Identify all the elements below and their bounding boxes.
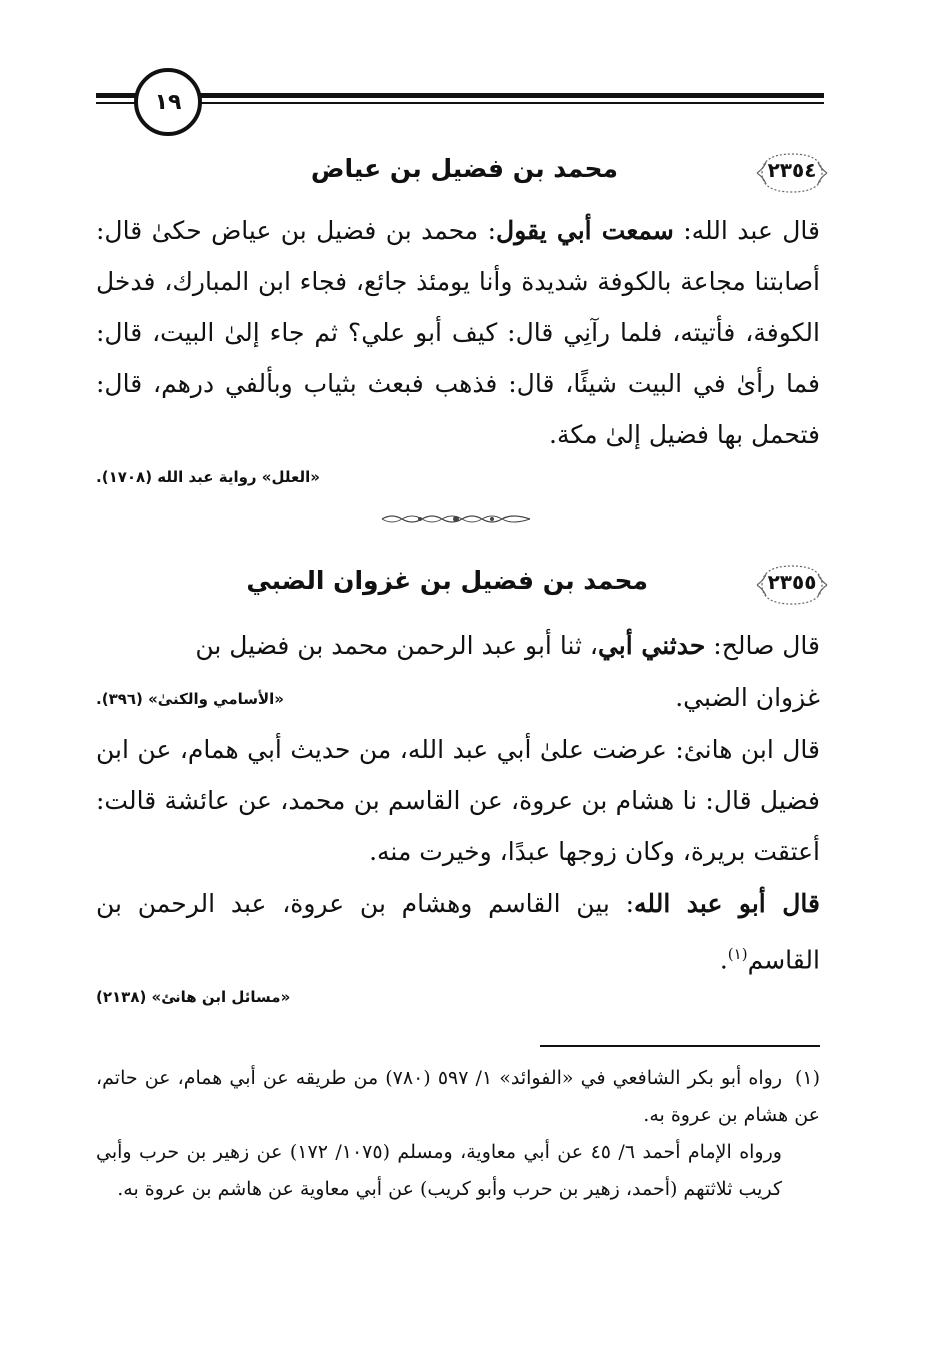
text-segment: قال عبد الله: [673,216,821,245]
entry-number-badge [756,560,828,610]
header-rule-thin [96,102,824,104]
text-segment: قال صالح: [705,631,820,660]
entry-title: محمد بن فضيل بن غزوان الضبي [246,566,648,595]
footnote-marker: (١) [794,1067,821,1089]
header-rule-thick [96,93,824,98]
footnote-reference[interactable]: (١) [727,945,748,963]
text-segment: : بين القاسم وهشام بن عروة، عبد الرحمن بن القاسم [96,889,820,975]
text-emphasis: سمعت أبي يقول [496,216,674,245]
footnote-separator [540,1045,820,1047]
text-segment: غزوان الضبي. [675,683,820,712]
section-divider-ornament-icon [380,512,532,526]
entry-text-paragraph-2: قال ابن هانئ: عرضت علىٰ أبي عبد الله، من حديث أبي همام، عن ابن فضيل قال: نا هشام بن عروة، عن القاسم بن محمد، عن عائشة قالت: أعتقت بريرة، وكان زوجها عبدًا، وخيرت منه. [96,735,820,866]
entry-text [96,205,820,460]
entry-text-paragraph-1 [96,620,820,671]
source-citation: «الأسامي والكنىٰ» (٣٩٦). [96,690,284,708]
text-emphasis: حدثني أبي [597,631,706,660]
text-emphasis: قال أبو عبد الله [634,889,820,918]
text-segment: . [719,945,728,975]
footnote-text: ورواه الإمام أحمد ٦/ ٤٥ عن أبي معاوية، ومسلم (١٠٧٥/ ١٧٢) عن زهير بن حرب وأبي كريب ثلاثتهم (أحمد، زهير بن حرب وأبو كريب) عن أبي معاوية عن هاشم بن عروة به. [96,1141,782,1200]
entry-title: محمد بن فضيل بن عياض [310,154,618,183]
page-number: ١٩ [134,68,202,136]
page-header [96,68,824,128]
entry-heading-2354 [108,148,828,198]
footnote [96,1060,820,1208]
text-segment: : محمد بن فضيل بن عياض حكىٰ قال: أصابتنا مجاعة بالكوفة شديدة وأنا يومئذ جائع، فجاء ابن المبارك، فدخل الكوفة، فأتيته، فلما رآنِي قال: كيف أبو علي؟ ثم جاء إلىٰ البيت، قال: فما رأىٰ في البيت شيئًا، قال: فذهب فبعث بثياب وبألفي درهم، قال: فتحمل بها فضيل إلىٰ مكة. [96,216,820,449]
source-citation: «مسائل ابن هانئ» (٢١٣٨) [96,988,291,1006]
footnote-line [96,1060,820,1134]
entry-number: ٢٣٥٤ [767,158,817,182]
text-segment: ، ثنا أبو عبد الرحمن محمد بن فضيل بن [195,631,598,660]
entry-heading-2355 [108,560,828,610]
source-citation: «العلل» رواية عبد الله (١٧٠٨). [96,468,320,486]
entry-text-paragraph-3 [96,878,820,985]
entry-number: ٢٣٥٥ [767,570,817,594]
footnote-text: رواه أبو بكر الشافعي في «الفوائد» ١/ ٥٩٧ (٧٨٠) من طريقه عن أبي همام، عن حاتم، عن هشام بن عروة به. [96,1067,820,1126]
entry-number-badge [756,148,828,198]
